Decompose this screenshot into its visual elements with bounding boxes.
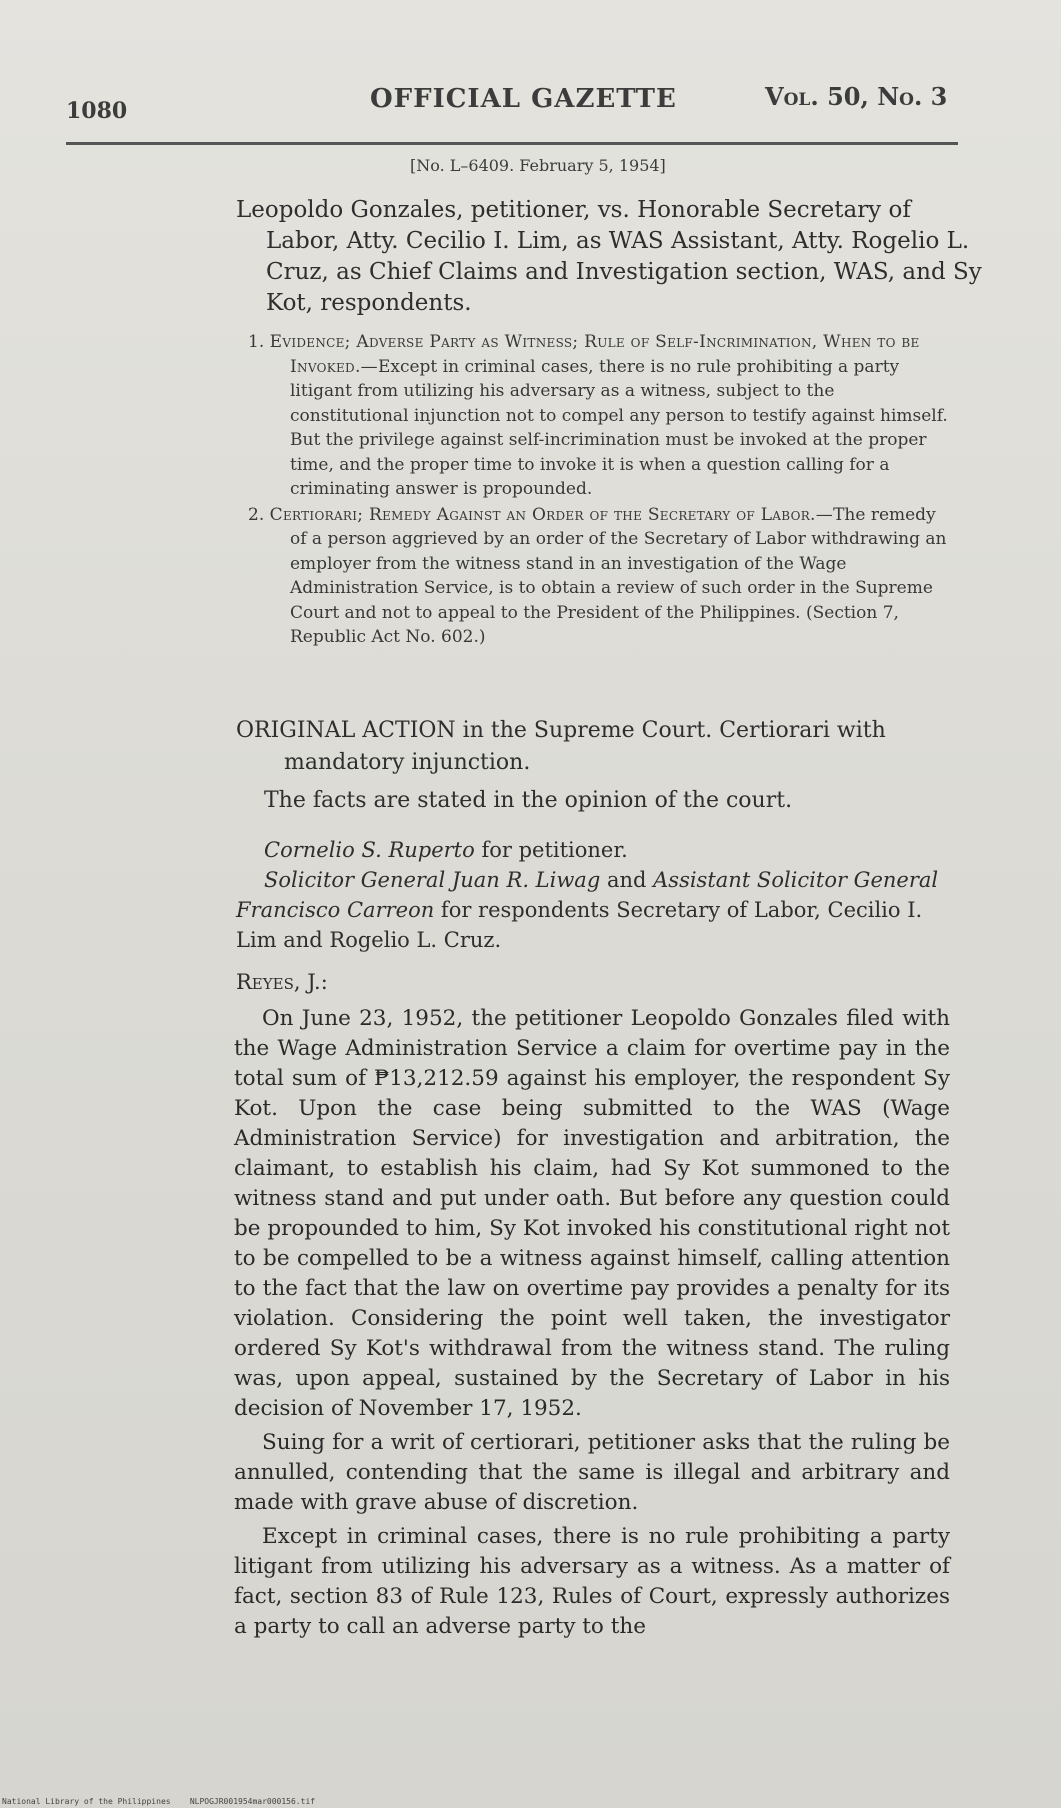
syllabus-number: 1. bbox=[248, 332, 265, 352]
syllabus-text: Except in criminal cases, there is no rule prohibiting a party litigant from utilizing his adversary as a witness, subject to the constitutional injunction not to compel any person to testify against himself. But the privilege against self-incrimination must be invoked at the proper time, and the proper time to invoke it is when a question calling for a criminating answer is propounded. bbox=[290, 356, 948, 499]
respondents-role: for respondents Secretary of Labor, Cecilio I. Lim and Rogelio L. Cruz. bbox=[236, 898, 923, 952]
facts-line: The facts are stated in the opinion of the court. bbox=[264, 788, 793, 813]
opinion-body bbox=[234, 1004, 950, 1646]
opinion-paragraph: Except in criminal cases, there is no rule prohibiting a party litigant from utilizing his adversary as a witness. As a matter of fact, section 83 of Rule 123, Rules of Court, expressly authorizes a party to call an adverse party to the bbox=[234, 1524, 950, 1639]
journal-title: OFFICIAL GAZETTE bbox=[370, 84, 677, 114]
counsel-petitioner bbox=[236, 835, 956, 865]
case-caption: Leopoldo Gonzales, petitioner, vs. Honorable Secretary of Labor, Atty. Cecilio I. Lim, as WAS Assistant, Atty. Rogelio L. Cruz, as Chief Claims and Investigation section, WAS, and Sy Kot, respondents. bbox=[236, 197, 982, 316]
syllabus-title: Evidence; Adverse Party as Witness; Rule of Self-Incrimination, When to be Invoked.— bbox=[269, 332, 920, 377]
volume-number: Vol. 50, No. 3 bbox=[765, 82, 948, 111]
footer-file: NLPOGJR001954mar000156.tif bbox=[189, 1797, 316, 1806]
ponente: Reyes, J.: bbox=[236, 970, 328, 994]
syllabus-number: 2. bbox=[248, 504, 265, 525]
counsel-block bbox=[236, 835, 956, 955]
syllabus-item bbox=[248, 330, 953, 502]
counsel-respondents bbox=[236, 865, 956, 955]
original-action: ORIGINAL ACTION in the Supreme Court. Certiorari with mandatory injunction. bbox=[236, 718, 886, 775]
syllabus-text: The remedy of a person aggrieved by an order of the Secretary of Labor withdrawing an employer from the witness stand in an investigation of the Wage Administration Service, is to obtain a review of such order in the Supreme Court and not to appeal to the President of the Philippines. (Section 7, Republic Act No. 602.) bbox=[290, 504, 947, 647]
scan-footer bbox=[2, 1797, 315, 1806]
assistant-sg-name: Assistant Solicitor General Francisco Carreon bbox=[236, 868, 939, 922]
syllabus-title: Certiorari; Remedy Against an Order of the Secretary of Labor.— bbox=[269, 504, 834, 525]
conjunction: and bbox=[600, 868, 654, 892]
petitioner-counsel-name: Cornelio S. Ruperto bbox=[264, 838, 475, 862]
footer-library: National Library of the Philippines bbox=[2, 1797, 171, 1806]
syllabus bbox=[248, 330, 953, 651]
docket-number: [No. L–6409. February 5, 1954] bbox=[410, 156, 666, 175]
syllabus-item bbox=[248, 503, 953, 650]
page-number: 1080 bbox=[66, 98, 128, 124]
header-rule bbox=[66, 142, 958, 145]
opinion-paragraph: On June 23, 1952, the petitioner Leopoldo Gonzales filed with the Wage Administration Service a claim for overtime pay in the total sum of ₱13,212.59 against his employer, the respondent Sy Kot. Upon the case being submitted to the WAS (Wage Administration Service) for investigation and arbitration, the claimant, to establish his claim, had Sy Kot summoned to the witness stand and put under oath. But before any question could be propounded to him, Sy Kot invoked his constitutional right not to be compelled to be a witness against himself, calling attention to the fact that the law on overtime pay provides a penalty for its violation. Considering the point well taken, the investigator ordered Sy Kot's withdrawal from the witness stand. The ruling was, upon appeal, sustained by the Secretary of Labor in his decision of November 17, 1952. bbox=[234, 1006, 950, 1421]
solicitor-general-name: Solicitor General Juan R. Liwag bbox=[264, 868, 601, 892]
opinion-paragraph: Suing for a writ of certiorari, petitioner asks that the ruling be annulled, contending that the same is illegal and arbitrary and made with grave abuse of discretion. bbox=[234, 1430, 950, 1515]
petitioner-role: for petitioner. bbox=[474, 838, 628, 862]
